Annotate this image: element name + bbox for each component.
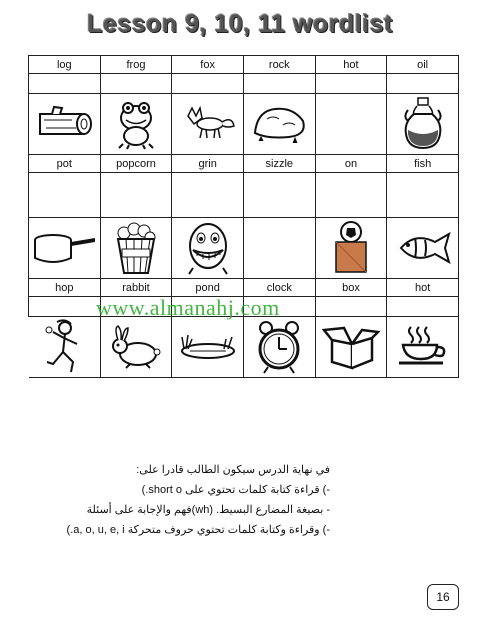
picture-cell [172,218,244,279]
rabbit-icon [108,324,164,370]
frog-icon [111,98,161,150]
goal-line: -) وقراءة وكتابة كلمات تحتوي حروف متحركة a, o, u, e, i.) [66,524,330,536]
picture-cell [387,317,459,378]
word-cell: hop [29,279,101,297]
blank-cell [172,173,244,218]
picture-cell [243,317,315,378]
picture-cell [100,94,172,155]
word-cell: fox [172,56,244,74]
ball-on-box-icon [328,220,374,276]
alarm-clock-icon [254,319,304,375]
wordlist-table [28,55,459,378]
log-icon [32,104,96,144]
pond-icon [178,327,238,367]
picture-cell [243,94,315,155]
grin-face-icon [183,220,233,276]
watermark: www.almanahj.com [96,295,280,320]
word-cell: pot [29,155,101,173]
picture-cell [387,94,459,155]
word-cell: oil [387,56,459,74]
word-row [29,56,459,74]
picture-row [29,317,459,378]
word-cell: grin [172,155,244,173]
word-cell: popcorn [100,155,172,173]
word-cell: rabbit [100,279,172,297]
page-title: Lesson 9, 10, 11 wordlist [87,10,393,38]
word-cell: on [315,155,387,173]
rock-icon [249,101,309,147]
picture-cell [29,218,101,279]
popcorn-icon [112,221,160,275]
word-cell: clock [243,279,315,297]
pot-icon [31,228,97,268]
blank-row [29,74,459,94]
word-cell: log [29,56,101,74]
word-row [29,279,459,297]
picture-cell [315,317,387,378]
picture-cell [100,317,172,378]
goals-heading: في نهاية الدرس سيكون الطالب قادرا على: [136,464,330,476]
goal-line: - بصيغة المضارع البسيط. (wh)فهم والإجابة على أسئلة [86,504,330,516]
picture-cell [100,218,172,279]
word-cell: rock [243,56,315,74]
goal-line: -) قراءة كتابة كلمات تحتوي على short o.) [141,484,330,496]
blank-cell [315,173,387,218]
oil-jar-icon [400,96,446,152]
picture-cell [29,94,101,155]
word-row [29,155,459,173]
blank-cell [387,173,459,218]
fox-icon [180,102,236,146]
page-number: 16 [427,584,459,610]
picture-cell [387,218,459,279]
word-cell: hot [315,56,387,74]
blank-row [29,173,459,218]
word-cell: fish [387,155,459,173]
blank-cell [172,74,244,94]
picture-cell [172,94,244,155]
picture-cell [29,317,101,378]
picture-cell [243,218,315,279]
word-cell: frog [100,56,172,74]
blank-cell [29,297,101,317]
word-cell: pond [172,279,244,297]
blank-cell [387,74,459,94]
blank-cell [387,297,459,317]
hopping-boy-icon [39,318,89,376]
picture-cell [315,218,387,279]
hot-cup-icon [395,325,451,369]
word-cell: sizzle [243,155,315,173]
blank-cell [243,173,315,218]
box-icon [322,322,380,372]
word-cell: hot [387,279,459,297]
picture-row [29,218,459,279]
picture-cell [172,317,244,378]
word-cell: box [315,279,387,297]
picture-row [29,94,459,155]
blank-cell [315,74,387,94]
blank-cell [100,74,172,94]
blank-cell [29,173,101,218]
blank-cell [29,74,101,94]
learning-goals [30,460,330,540]
picture-cell [315,94,387,155]
blank-cell [100,173,172,218]
blank-cell [243,74,315,94]
fish-icon [393,228,453,268]
